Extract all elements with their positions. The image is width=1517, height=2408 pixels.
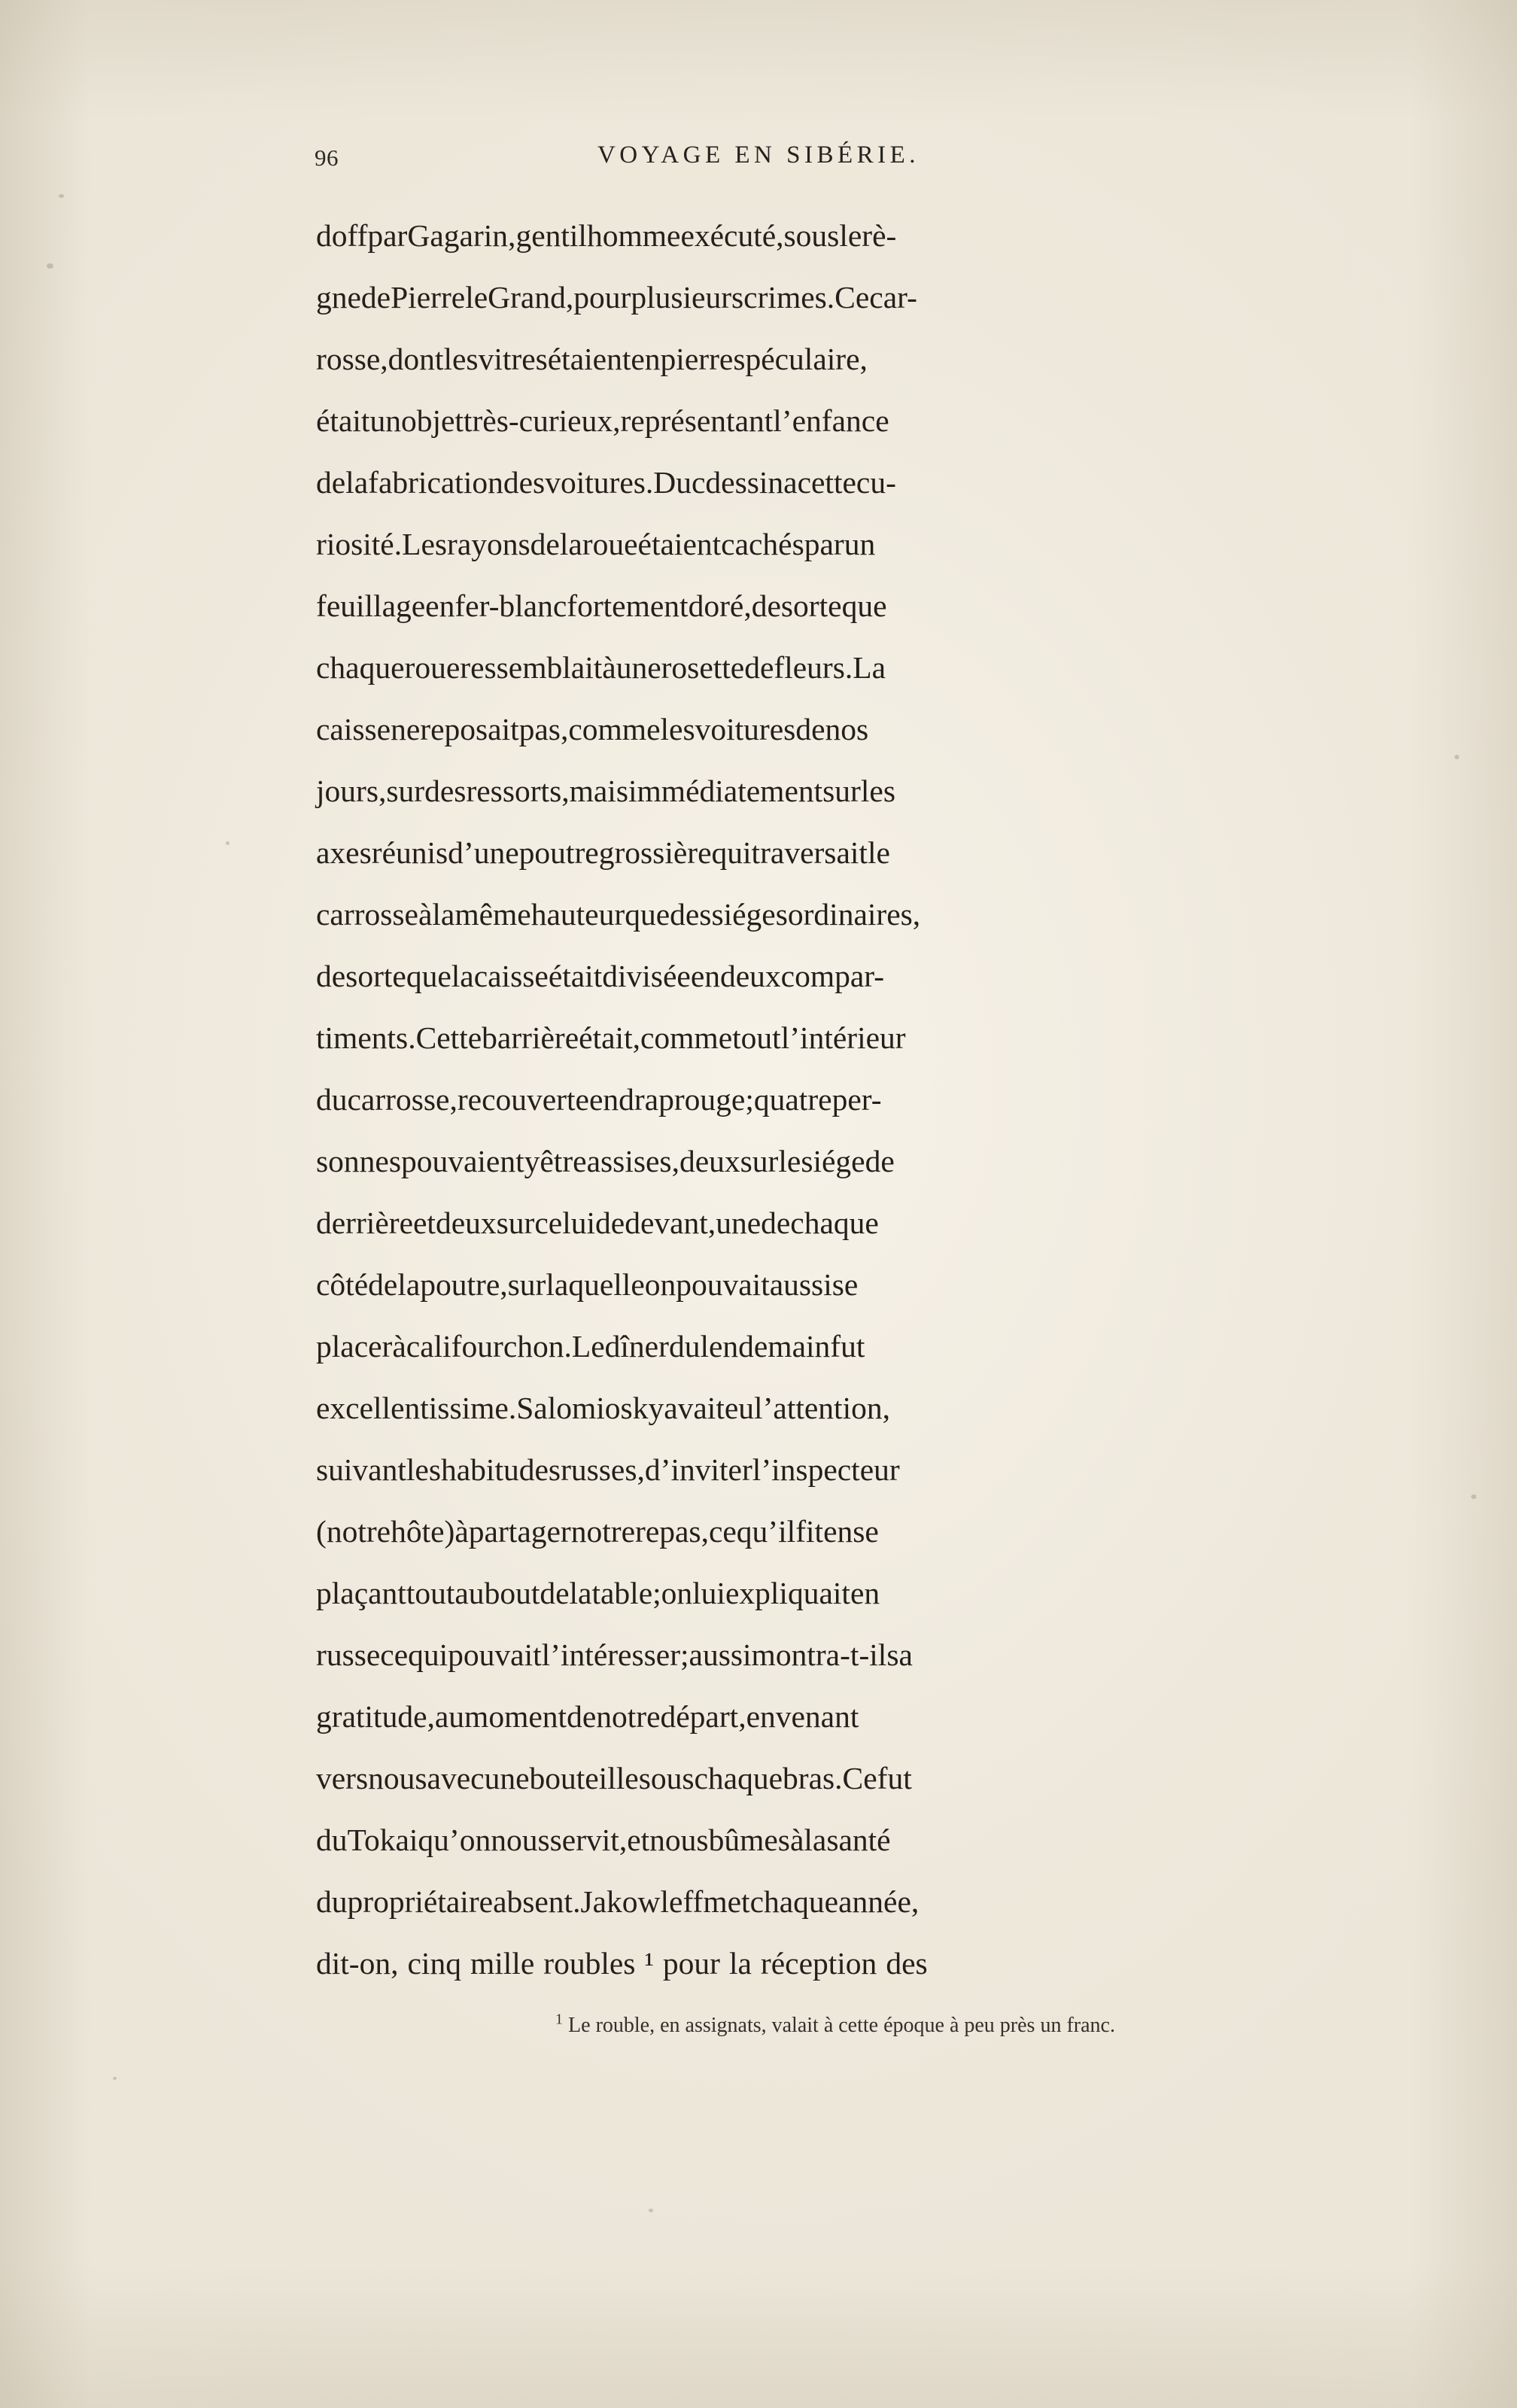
text-line: sonnespouvaientyêtreassises,deuxsurlesiégede	[316, 1144, 895, 1178]
text-line: dupropriétaireabsent.Jakowleffmetchaqueannée,	[316, 1884, 920, 1919]
text-line: plaçanttoutauboutdelatable;onluiexpliquaiten	[316, 1576, 880, 1610]
text-line: gnedePierreleGrand,pourplusieurscrimes.Cecar-	[316, 280, 917, 315]
text-line: ducarrosse,recouverteendraprouge;quatreper-	[316, 1082, 882, 1117]
text-line: chaqueroueressemblaitàunerosettedefleurs.La	[316, 650, 886, 685]
text-line: rosse,dontlesvitresétaientenpierrespéculaire,	[316, 342, 868, 376]
text-line: gratitude,aumomentdenotredépart,envenant	[316, 1699, 859, 1734]
text-line: étaitunobjettrès-curieux,représentantl’enfance	[316, 403, 889, 438]
text-line: desortequelacaisseétaitdiviséeendeuxcompar-	[316, 959, 885, 993]
text-line: caissenereposaitpas,commelesvoituresdenos	[316, 712, 869, 746]
text-line: timents.Cettebarrièreétait,commetoutl’intérieur	[316, 1020, 906, 1055]
text-line: placeràcalifourchon.Ledînerdulendemainfut	[316, 1329, 865, 1364]
text-line: delafabricationdesvoitures.Ducdessinacettecu-	[316, 465, 896, 500]
text-line: carrosseàlamêmehauteurquedessiégesordinaires,	[316, 897, 921, 932]
text-line: feuillageenfer-blancfortementdoré,desorteque	[316, 588, 887, 623]
text-line: doffparGagarin,gentilhommeexécuté,souslerè-	[316, 218, 897, 253]
footnote	[342, 2011, 1328, 2041]
text-line: excellentissime.Salomioskyavaiteul’attention,	[316, 1391, 890, 1425]
text-line: suivantleshabitudesrusses,d’inviterl’inspecteur	[316, 1452, 900, 1487]
body-text	[316, 205, 1354, 1994]
text-line: versnousavecunebouteillesouschaquebras.Cefut	[316, 1761, 912, 1795]
text-line: derrièreetdeuxsurceluidedevant,unedechaque	[316, 1206, 879, 1240]
page-number: 96	[315, 144, 339, 171]
text-line: jours,surdesressorts,maisimmédiatementsurles	[316, 774, 895, 808]
footnote-text: Le rouble, en assignats, valait à cette époque à peu près un franc.	[568, 2014, 1115, 2037]
text-line: riosité.Lesrayonsdelaroueétaientcachésparun	[316, 527, 876, 561]
text-line: russecequipouvaitl’intéresser;aussimontra-t-ilsa	[316, 1637, 913, 1672]
footnote-marker: 1	[555, 2011, 564, 2028]
text-line: (notrehôte)àpartagernotrerepas,cequ’ilfitense	[316, 1514, 879, 1549]
text-line: dit-on, cinq mille roubles ¹ pour la réception des	[316, 1946, 928, 1981]
running-head: VOYAGE EN SIBÉRIE.	[597, 141, 920, 169]
text-line: côtédelapoutre,surlaquelleonpouvaitaussise	[316, 1267, 859, 1302]
text-line: axesréunisd’unepoutregrossièrequitraversaitle	[316, 835, 890, 870]
text-line: duTokaiqu’onnousservit,etnousbûmesàlasanté	[316, 1823, 891, 1857]
